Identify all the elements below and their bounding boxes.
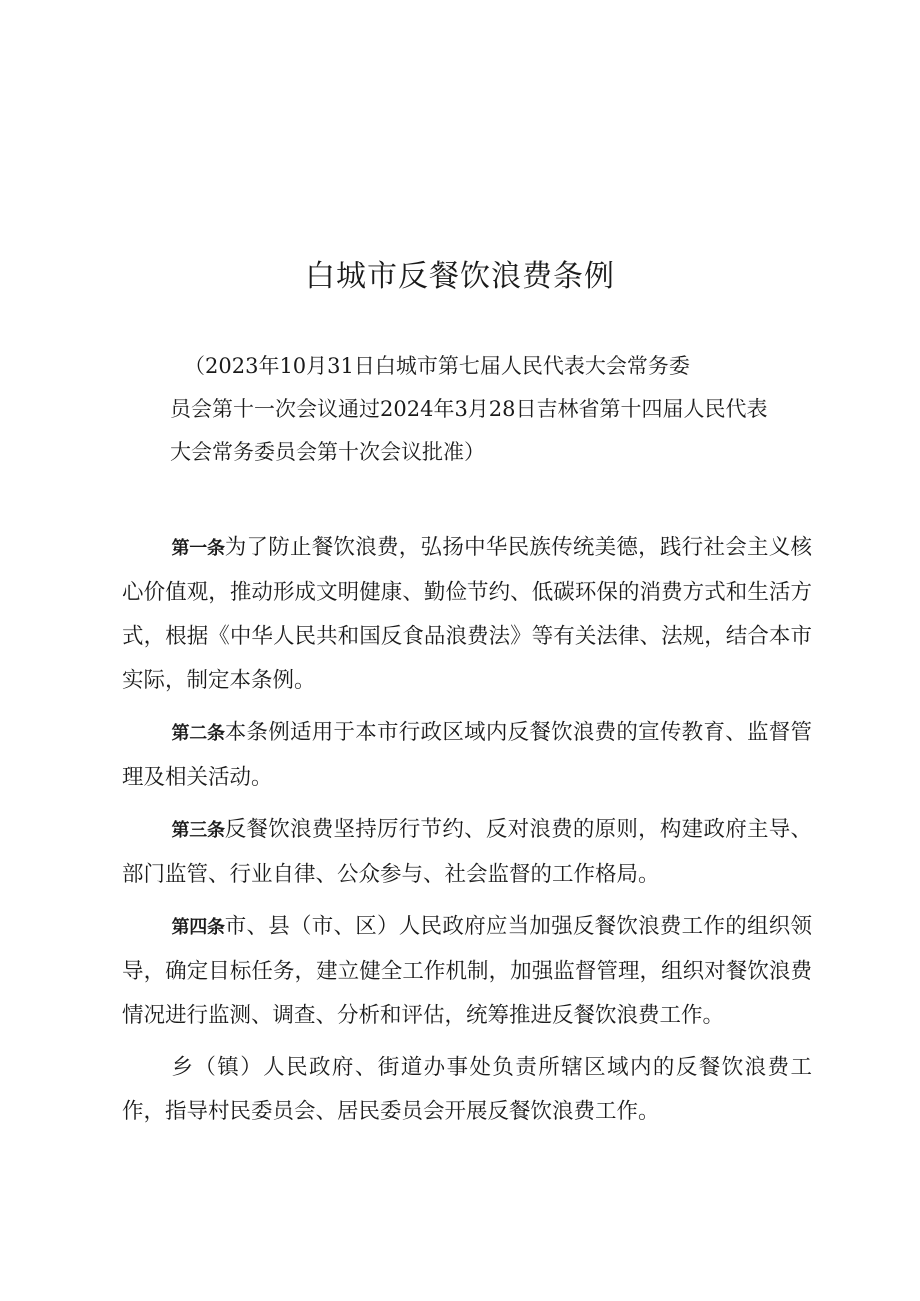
article-text: 为了防止餐饮浪费，弘扬中华民族传统美德，践行社会主义核心价值观，推动形成文明健康、勤俭节约、低碳环保的消费方式和生活方式，根据《中华人民共和国反食品浪费法》等有关法律、法规，结合本市实际，制定本条例。 [122,535,812,693]
adoption-note-line: 员会第十一次会议通过2024年3月28日吉林省第十四届人民代表 [170,397,768,421]
document-body [122,526,812,1142]
document-title: 白城市反餐饮浪费条例 [305,259,615,294]
article-number: 第三条 [171,820,225,841]
adoption-note-line: 大会常务委员会第十次会议批准） [170,440,485,464]
article-text: 市、县（市、区）人民政府应当加强反餐饮浪费工作的组织领导，确定目标任务，建立健全工作机制，加强监督管理，组织对餐饮浪费情况进行监测、调查、分析和评估，统筹推进反餐饮浪费工作。 [122,914,812,1028]
article-2 [122,711,812,800]
adoption-note-line: （2023年10月31日白城市第七届人民代表大会常务委 [184,354,690,378]
article-1 [122,526,812,703]
article-text: 反餐饮浪费坚持厉行节约、反对浪费的原则，构建政府主导、部门监管、行业自律、公众参与、社会监督的工作格局。 [122,817,812,887]
article-number: 第一条 [171,538,225,559]
article-text: 乡（镇）人民政府、街道办事处负责所辖区域内的反餐饮浪费工作，指导村民委员会、居民委员会开展反餐饮浪费工作。 [122,1055,812,1124]
article-number: 第二条 [171,723,225,744]
article-3 [122,808,812,897]
article-4-paragraph-2 [122,1046,812,1134]
article-number: 第四条 [171,917,225,938]
article-4 [122,905,812,1038]
adoption-note [170,345,820,474]
article-text: 本条例适用于本市行政区域内反餐饮浪费的宣传教育、监督管理及相关活动。 [122,720,812,790]
